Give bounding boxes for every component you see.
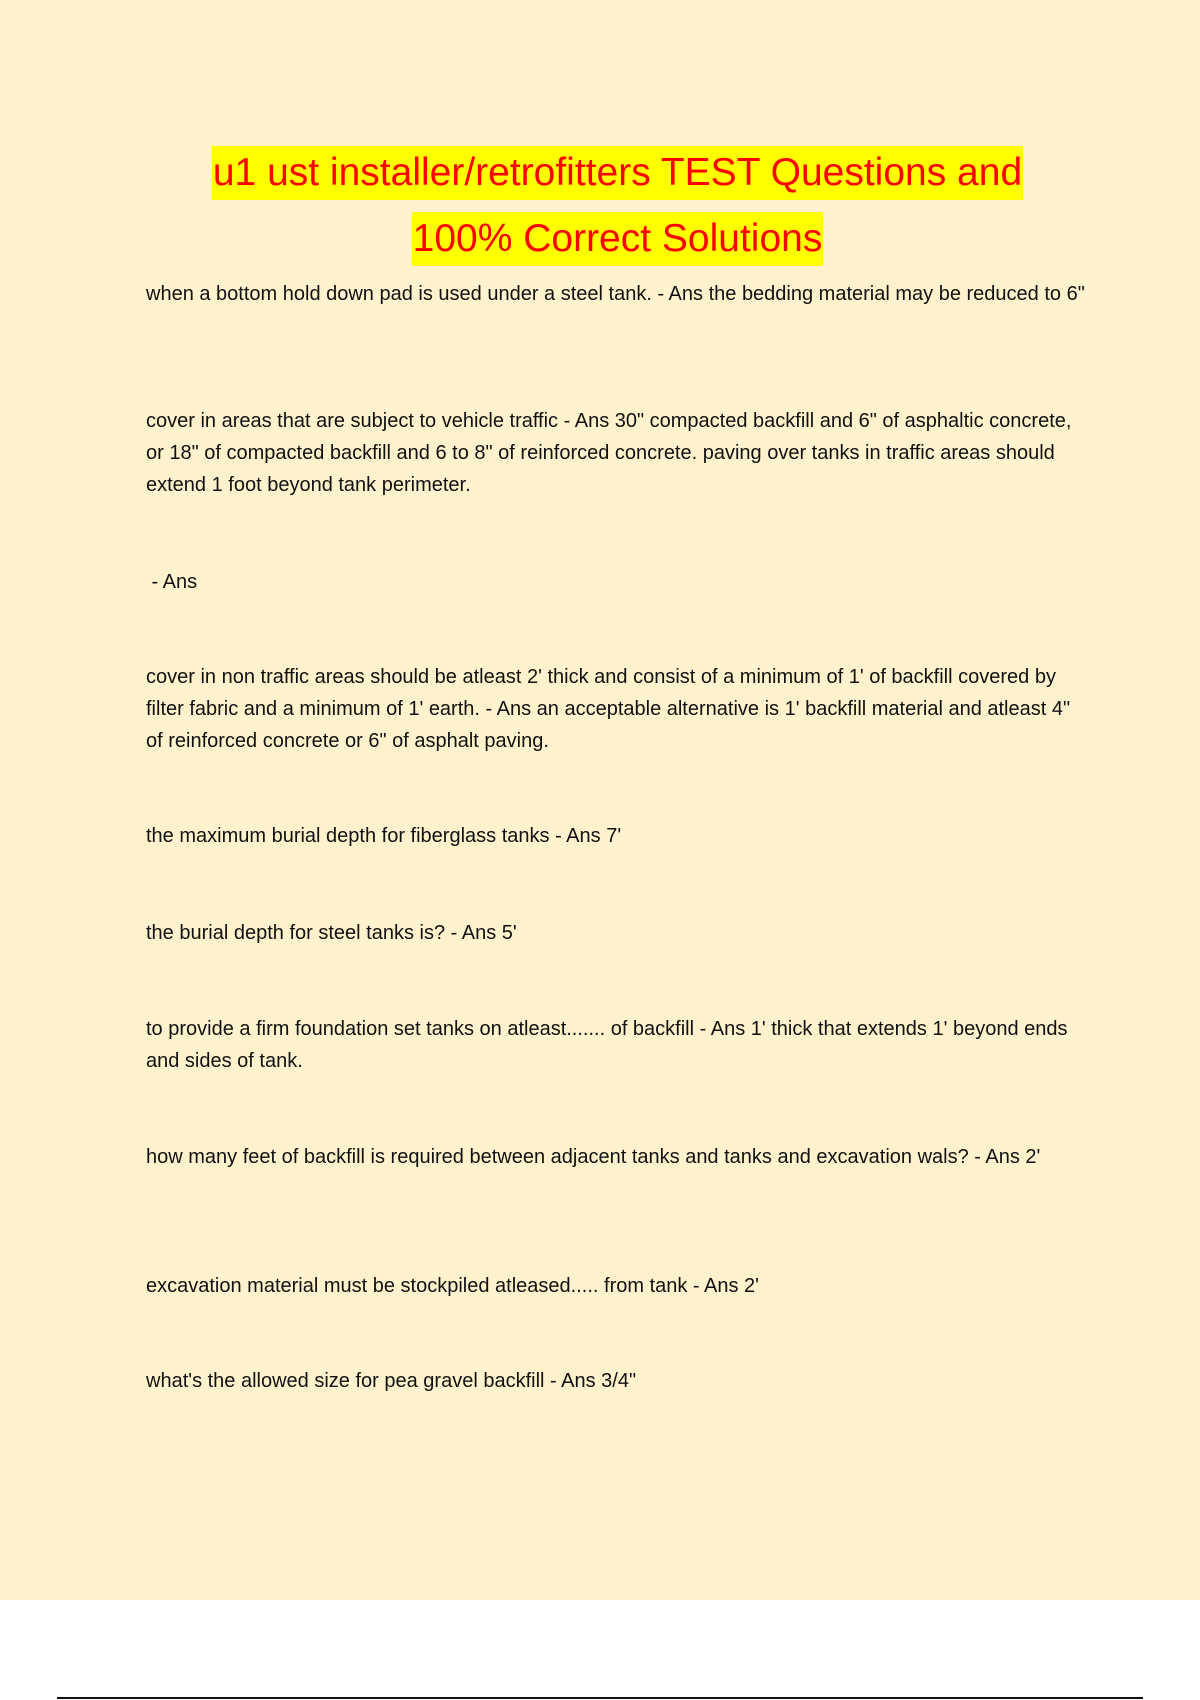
qa-item-5: the maximum burial depth for fiberglass tanks - Ans 7' bbox=[146, 825, 622, 847]
qa-item-3: - Ans bbox=[146, 571, 198, 593]
qa-item-9: excavation material must be stockpiled atleased..... from tank - Ans 2' bbox=[146, 1275, 759, 1297]
qa-item-4: cover in non traffic areas should be atleast 2' thick and consist of a minimum of 1' of backfill covered by filter fabric and a minimum of 1' earth. - Ans an acceptable alternative is 1' backfill material and atleast 4" of reinforced concrete or 6" of asphalt paving. bbox=[146, 666, 1071, 752]
qa-item-10: what's the allowed size for pea gravel backfill - Ans 3/4" bbox=[146, 1370, 637, 1392]
qa-item-6: the burial depth for steel tanks is? - Ans 5' bbox=[146, 922, 517, 944]
qa-item-8: how many feet of backfill is required between adjacent tanks and tanks and excavation wals? - Ans 2' bbox=[146, 1146, 1041, 1168]
title-line-2: 100% Correct Solutions bbox=[412, 212, 824, 266]
qa-item-2: cover in areas that are subject to vehicle traffic - Ans 30" compacted backfill and 6" of asphaltic concrete, or 18" of compacted backfill and 6 to 8" of reinforced concrete. paving over tanks in traffic areas should extend 1 foot beyond tank perimeter. bbox=[146, 410, 1072, 496]
title-line-1: u1 ust installer/retrofitters TEST Questions and bbox=[212, 146, 1023, 200]
document-title bbox=[60, 144, 1175, 276]
qa-item-1: when a bottom hold down pad is used under a steel tank. - Ans the bedding material may be reduced to 6" bbox=[146, 283, 1085, 305]
footer-divider bbox=[57, 1697, 1143, 1699]
qa-item-7: to provide a firm foundation set tanks on atleast....... of backfill - Ans 1' thick that extends 1' beyond ends and sides of tank. bbox=[146, 1018, 1068, 1072]
